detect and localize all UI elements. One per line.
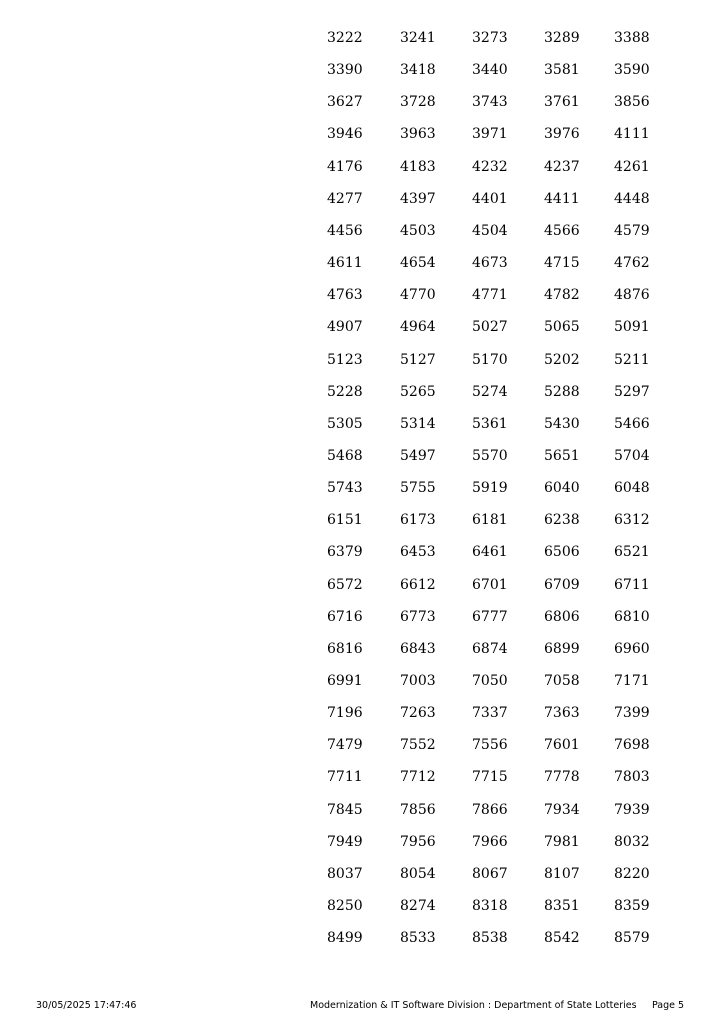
number-cell: 4770 [400, 287, 436, 304]
number-cell: 3289 [544, 30, 580, 46]
number-cell: 5065 [544, 319, 580, 336]
number-cell: 5743 [327, 480, 363, 497]
number-cell: 6874 [472, 640, 508, 657]
number-cell: 6991 [327, 673, 363, 689]
number-cell: 4237 [544, 158, 580, 175]
number-cell: 6843 [400, 640, 436, 657]
number-cell: 6572 [327, 576, 363, 593]
number-cell: 6816 [327, 640, 363, 657]
number-row [0, 801, 724, 833]
number-cell: 7845 [327, 801, 363, 818]
number-cell: 6181 [472, 512, 508, 529]
number-row [0, 351, 724, 383]
number-cell: 3963 [400, 126, 436, 143]
number-cell: 5361 [472, 415, 508, 432]
number-cell: 6506 [544, 544, 580, 561]
number-cell: 4566 [544, 222, 580, 239]
number-cell: 3222 [327, 30, 363, 46]
number-cell: 7934 [544, 801, 580, 818]
number-cell: 8499 [327, 930, 363, 947]
number-cell: 5211 [614, 351, 650, 368]
number-cell: 6806 [544, 608, 580, 625]
number-cell: 5265 [400, 383, 436, 400]
number-cell: 7363 [544, 705, 580, 722]
number-row [0, 736, 724, 768]
number-cell: 4763 [327, 287, 363, 304]
number-cell: 3590 [614, 62, 650, 79]
number-cell: 6899 [544, 640, 580, 657]
number-cell: 8533 [400, 930, 436, 947]
number-cell: 3390 [327, 62, 363, 79]
page-footer [0, 999, 724, 1015]
number-row [0, 383, 724, 415]
number-cell: 4782 [544, 287, 580, 304]
number-cell: 5123 [327, 351, 363, 368]
number-cell: 7196 [327, 705, 363, 722]
footer-division: Modernization & IT Software Division : Department of State Lotteries [310, 1000, 637, 1011]
number-cell: 3728 [400, 94, 436, 111]
number-cell: 7712 [400, 769, 436, 786]
number-cell: 7715 [472, 769, 508, 786]
number-cell: 6777 [472, 608, 508, 625]
number-row [0, 318, 724, 350]
number-row [0, 897, 724, 929]
number-cell: 4715 [544, 255, 580, 272]
number-cell: 4504 [472, 222, 508, 239]
number-cell: 7058 [544, 673, 580, 689]
number-cell: 5570 [472, 447, 508, 464]
number-cell: 6612 [400, 576, 436, 593]
number-cell: 4456 [327, 222, 363, 239]
number-cell: 6716 [327, 608, 363, 625]
number-cell: 7050 [472, 673, 508, 689]
number-cell: 5430 [544, 415, 580, 432]
number-row [0, 479, 724, 511]
number-cell: 6040 [544, 480, 580, 497]
number-cell: 7956 [400, 833, 436, 850]
number-cell: 8542 [544, 930, 580, 947]
number-cell: 7337 [472, 705, 508, 722]
number-cell: 3627 [327, 94, 363, 111]
number-cell: 4907 [327, 319, 363, 336]
number-row [0, 929, 724, 961]
number-cell: 7778 [544, 769, 580, 786]
number-cell: 4579 [614, 222, 650, 239]
number-row [0, 672, 724, 704]
number-cell: 7939 [614, 801, 650, 818]
number-cell: 5297 [614, 383, 650, 400]
number-row [0, 158, 724, 190]
number-cell: 7552 [400, 737, 436, 754]
number-cell: 3388 [614, 30, 650, 46]
number-row [0, 576, 724, 608]
number-cell: 7981 [544, 833, 580, 850]
number-cell: 5314 [400, 415, 436, 432]
number-cell: 4411 [544, 190, 580, 207]
number-cell: 6810 [614, 608, 650, 625]
number-cell: 7263 [400, 705, 436, 722]
number-cell: 5497 [400, 447, 436, 464]
number-cell: 3581 [544, 62, 580, 79]
number-cell: 3418 [400, 62, 436, 79]
number-cell: 4876 [614, 287, 650, 304]
number-cell: 3971 [472, 126, 508, 143]
number-row [0, 447, 724, 479]
number-row [0, 704, 724, 736]
number-row [0, 865, 724, 897]
number-cell: 4261 [614, 158, 650, 175]
number-cell: 6173 [400, 512, 436, 529]
number-cell: 7803 [614, 769, 650, 786]
number-row [0, 93, 724, 125]
number-cell: 7399 [614, 705, 650, 722]
number-cell: 3856 [614, 94, 650, 111]
number-row [0, 190, 724, 222]
number-cell: 8037 [327, 865, 363, 882]
number-row [0, 125, 724, 157]
number-cell: 5091 [614, 319, 650, 336]
number-cell: 3273 [472, 30, 508, 46]
number-cell: 8107 [544, 865, 580, 882]
number-cell: 4448 [614, 190, 650, 207]
number-cell: 6048 [614, 480, 650, 497]
number-cell: 8274 [400, 898, 436, 915]
number-cell: 5027 [472, 319, 508, 336]
number-cell: 7601 [544, 737, 580, 754]
number-cell: 3241 [400, 30, 436, 46]
number-cell: 8318 [472, 898, 508, 915]
number-cell: 7003 [400, 673, 436, 689]
number-cell: 8538 [472, 930, 508, 947]
number-cell: 4503 [400, 222, 436, 239]
number-cell: 6521 [614, 544, 650, 561]
number-cell: 5202 [544, 351, 580, 368]
number-cell: 5704 [614, 447, 650, 464]
number-cell: 7856 [400, 801, 436, 818]
number-cell: 7698 [614, 737, 650, 754]
footer-timestamp: 30/05/2025 17:47:46 [36, 1000, 137, 1011]
number-cell: 7556 [472, 737, 508, 754]
number-cell: 6711 [614, 576, 650, 593]
number-cell: 5127 [400, 351, 436, 368]
number-cell: 8220 [614, 865, 650, 882]
number-cell: 3946 [327, 126, 363, 143]
number-cell: 4183 [400, 158, 436, 175]
number-row [0, 61, 724, 93]
number-cell: 6151 [327, 512, 363, 529]
number-row [0, 768, 724, 800]
number-cell: 5651 [544, 447, 580, 464]
number-cell: 6453 [400, 544, 436, 561]
number-cell: 8579 [614, 930, 650, 947]
number-row [0, 640, 724, 672]
number-cell: 6960 [614, 640, 650, 657]
number-cell: 6238 [544, 512, 580, 529]
number-cell: 4654 [400, 255, 436, 272]
number-cell: 6461 [472, 544, 508, 561]
number-cell: 6312 [614, 512, 650, 529]
number-cell: 7171 [614, 673, 650, 689]
number-cell: 5755 [400, 480, 436, 497]
number-row [0, 254, 724, 286]
number-cell: 5466 [614, 415, 650, 432]
number-cell: 7866 [472, 801, 508, 818]
number-row [0, 543, 724, 575]
number-cell: 5468 [327, 447, 363, 464]
number-row [0, 222, 724, 254]
number-cell: 7711 [327, 769, 363, 786]
number-cell: 5228 [327, 383, 363, 400]
number-cell: 3761 [544, 94, 580, 111]
number-row [0, 608, 724, 640]
number-cell: 4762 [614, 255, 650, 272]
number-cell: 3743 [472, 94, 508, 111]
number-cell: 3976 [544, 126, 580, 143]
number-cell: 8054 [400, 865, 436, 882]
number-cell: 6379 [327, 544, 363, 561]
number-cell: 8351 [544, 898, 580, 915]
number-cell: 4771 [472, 287, 508, 304]
number-cell: 5305 [327, 415, 363, 432]
footer-page-number: Page 5 [652, 1000, 685, 1011]
number-cell: 6709 [544, 576, 580, 593]
number-cell: 5170 [472, 351, 508, 368]
number-cell: 4176 [327, 158, 363, 175]
number-cell: 8250 [327, 898, 363, 915]
number-row [0, 286, 724, 318]
number-cell: 7479 [327, 737, 363, 754]
number-cell: 4611 [327, 255, 363, 272]
number-cell: 3440 [472, 62, 508, 79]
number-cell: 4232 [472, 158, 508, 175]
number-cell: 5288 [544, 383, 580, 400]
number-cell: 4401 [472, 190, 508, 207]
number-row [0, 29, 724, 61]
number-cell: 5919 [472, 480, 508, 497]
number-cell: 8359 [614, 898, 650, 915]
number-cell: 4964 [400, 319, 436, 336]
number-cell: 4673 [472, 255, 508, 272]
number-cell: 6701 [472, 576, 508, 593]
number-cell: 5274 [472, 383, 508, 400]
number-cell: 6773 [400, 608, 436, 625]
number-cell: 4277 [327, 190, 363, 207]
number-row [0, 511, 724, 543]
number-cell: 8067 [472, 865, 508, 882]
number-row [0, 415, 724, 447]
number-cell: 8032 [614, 833, 650, 850]
number-cell: 7949 [327, 833, 363, 850]
number-cell: 4397 [400, 190, 436, 207]
number-cell: 7966 [472, 833, 508, 850]
number-cell: 4111 [614, 126, 650, 143]
number-row [0, 833, 724, 865]
